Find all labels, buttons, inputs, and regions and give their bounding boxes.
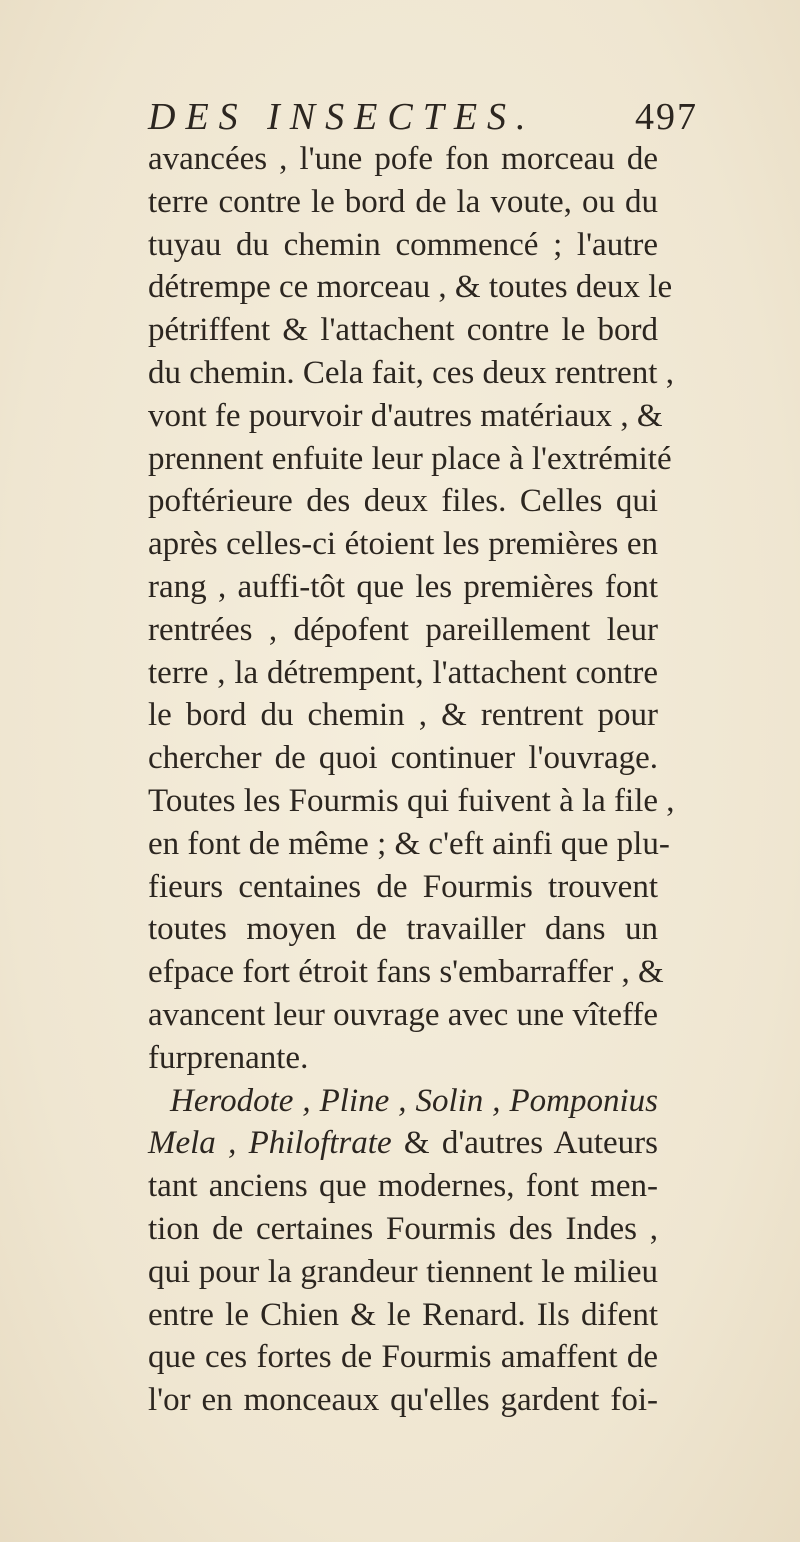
- text-line: que ces fortes de Fourmis amaffent de: [148, 1339, 658, 1376]
- text-line: fieurs centaines de Fourmis trouvent: [148, 868, 658, 905]
- text-line: l'or en monceaux qu'elles gardent foi-: [148, 1382, 658, 1419]
- text-line: chercher de quoi continuer l'ouvrage.: [148, 740, 658, 777]
- author-names-italic: Mela , Philoftrate: [148, 1125, 392, 1162]
- text-line: terre contre le bord de la voute, ou du: [148, 183, 658, 220]
- text-line: tion de certaines Fourmis des Indes ,: [148, 1210, 658, 1247]
- text-line-italic: Herodote , Pline , Solin , Pomponius: [170, 1082, 658, 1119]
- text-segment: & d'autres Auteurs: [391, 1125, 659, 1162]
- text-line: en font de même ; & c'eft ainfi que plu-: [148, 825, 670, 862]
- text-line: terre , la détrempent, l'attachent contre: [148, 654, 658, 691]
- text-line: poftérieure des deux files. Celles qui: [148, 483, 658, 520]
- page-number: 497: [635, 96, 698, 138]
- text-line: le bord du chemin , & rentrent pour: [148, 697, 658, 734]
- text-line: tant anciens que modernes, font men-: [148, 1168, 658, 1205]
- text-line: du chemin. Cela fait, ces deux rentrent ,: [148, 354, 674, 391]
- text-line: après celles-ci étoient les premières en: [148, 526, 658, 563]
- text-line: furprenante.: [148, 1039, 309, 1076]
- text-line: prennent enfuite leur place à l'extrémité: [148, 440, 672, 477]
- text-line: vont fe pourvoir d'autres matériaux , &: [148, 397, 663, 434]
- text-line: tuyau du chemin commencé ; l'autre: [148, 226, 658, 263]
- text-line: rentrées , dépofent pareillement leur: [148, 611, 658, 648]
- text-line: efpace fort étroit fans s'embarraffer , &: [148, 954, 664, 991]
- text-line-mixed: [148, 1122, 658, 1165]
- text-line: Toutes les Fourmis qui fuivent à la file ,: [148, 782, 675, 819]
- text-line: rang , auffi-tôt que les premières font: [148, 568, 658, 605]
- text-line: pétriffent & l'attachent contre le bord: [148, 312, 658, 349]
- text-line: avancent leur ouvrage avec une vîteffe: [148, 996, 658, 1033]
- text-line: qui pour la grandeur tiennent le milieu: [148, 1253, 658, 1290]
- page-text: [148, 138, 675, 1422]
- text-line: avancées , l'une pofe fon morceau de: [148, 141, 658, 177]
- text-line: toutes moyen de travailler dans un: [148, 911, 658, 948]
- text-line: détrempe ce morceau , & toutes deux le: [148, 269, 673, 306]
- text-line: entre le Chien & le Renard. Ils difent: [148, 1296, 658, 1333]
- running-title: DES INSECTES.: [148, 96, 536, 138]
